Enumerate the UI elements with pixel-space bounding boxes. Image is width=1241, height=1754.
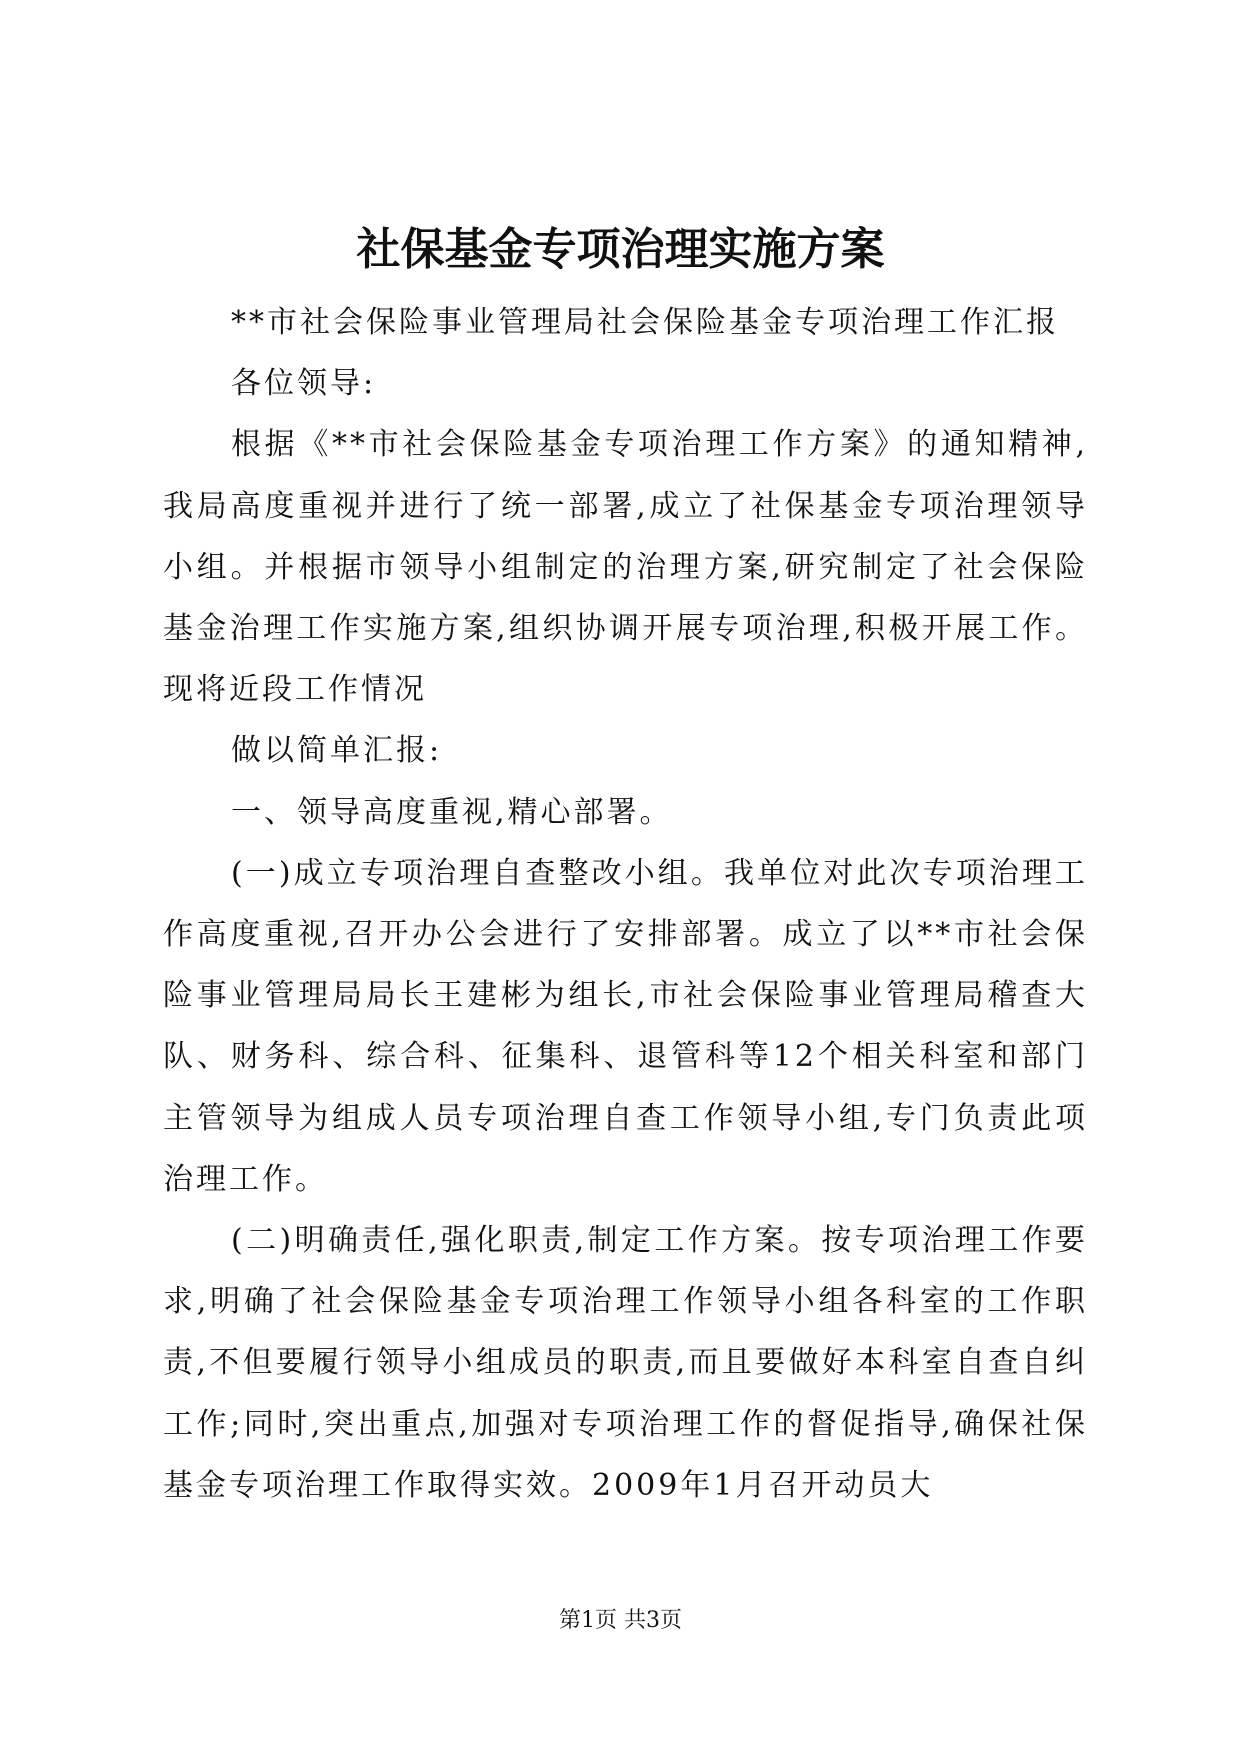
paragraph-report-heading: **市社会保险事业管理局社会保险基金专项治理工作汇报	[231, 305, 1059, 340]
paragraph-subsection-1: (一)成立专项治理自查整改小组。我单位对此次专项治理工作高度重视,召开办公会进行了安排部署。成立了以**市社会保险事业管理局局长王建彬为组长,市社会保险事业管理局稽查大队、财务科、综合科、征集科、退管科等12个相关科室和部门主管领导为组成人员专项治理自查工作领导小组,专门负责此项治理工作。	[163, 855, 1088, 1197]
paragraph-subsection-2: (二)明确责任,强化职责,制定工作方案。按专项治理工作要求,明确了社会保险基金专项治理工作领导小组各科室的工作职责,不但要履行领导小组成员的职责,而且要做好本科室自查自纠工作;同时,突出重点,加强对专项治理工作的督促指导,确保社保基金专项治理工作取得实效。2009年1月召开动员大	[163, 1223, 1088, 1503]
paragraph-salutation: 各位领导:	[231, 366, 377, 402]
paragraph-intro: 根据《**市社会保险基金专项治理工作方案》的通知精神,我局高度重视并进行了统一部署,成立了社保基金专项治理领导小组。并根据市领导小组制定的治理方案,研究制定了社会保险基金治理工作实施方案,组织协调开展专项治理,积极开展工作。现将近段工作情况	[163, 427, 1088, 708]
page-number-footer: 第1页 共3页	[559, 1608, 682, 1633]
document-body	[163, 292, 1088, 1516]
document-title: 社保基金专项治理实施方案	[356, 224, 885, 275]
paragraph-brief-report: 做以简单汇报:	[231, 733, 443, 769]
section-heading-1: 一、领导高度重视,精心部署。	[231, 794, 673, 830]
